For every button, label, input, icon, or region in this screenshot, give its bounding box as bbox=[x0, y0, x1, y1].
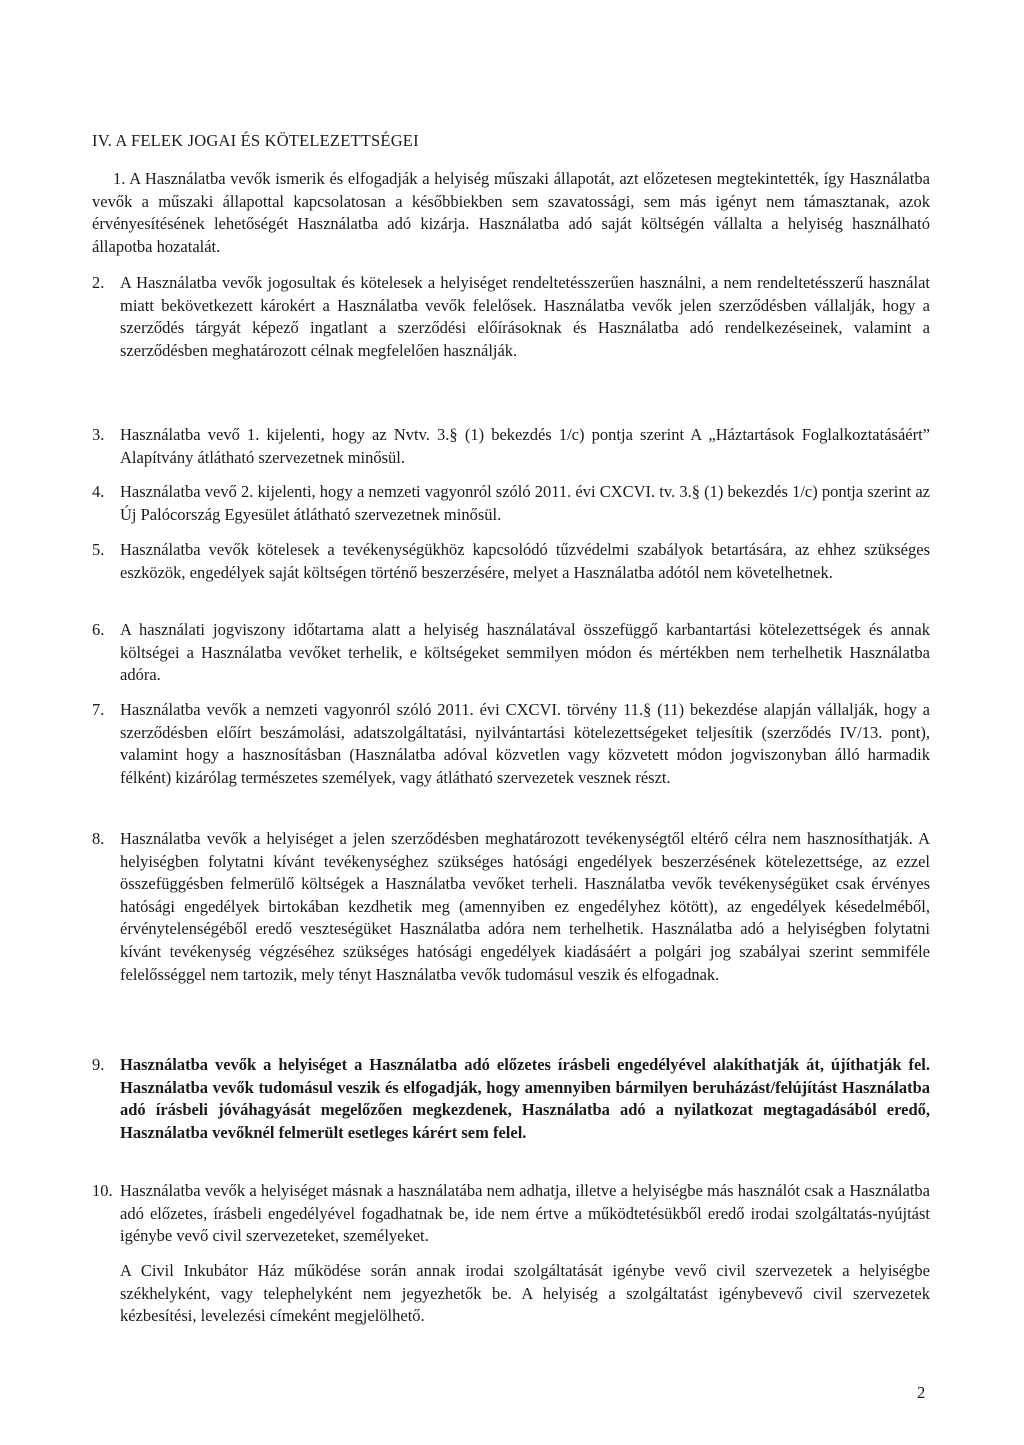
item-text: A Használatba vevők ismerik és elfogadják a helyiség műszaki állapotát, azt előzetesen megtekintették, így Használatba vevők a műszaki állapottal kapcsolatosan a későbbiekben sem szavatossági, sem más igényt nem támasztanak, azok érvényesítésének lehetőségét Használatba adó kizárja. Használatba adó saját költségén vállalta a helyiség használható állapotba hozatalát. bbox=[92, 169, 931, 256]
item-text: A használati jogviszony időtartama alatt a helyiség használatával összefüggő karbantartási kötelezettségek és annak költségei a Használatba vevőket terhelik, e költségeket semmilyen módon és mértékben nem terhelhetik Használatba adóra. bbox=[120, 620, 930, 685]
item-number: 7. bbox=[92, 700, 105, 719]
list-item-8 bbox=[92, 828, 930, 986]
list-item-2 bbox=[92, 272, 930, 362]
list-item-10-continuation bbox=[92, 1260, 930, 1328]
item-text: Használatba vevők kötelesek a tevékenységükhöz kapcsolódó tűzvédelmi szabályok betartására, az ehhez szükséges eszközök, engedélyek saját költségen történő beszerzésére, melyet a Használatba adótól nem követelhetnek. bbox=[120, 540, 930, 582]
list-item-3 bbox=[92, 424, 930, 469]
item-number: 6. bbox=[92, 620, 105, 639]
list-item-6 bbox=[92, 619, 930, 687]
item-number: 9. bbox=[92, 1055, 105, 1074]
section-heading: IV. A FELEK JOGAI ÉS KÖTELEZETTSÉGEI bbox=[92, 131, 419, 150]
page-number: 2 bbox=[917, 1383, 926, 1402]
paragraph-text: A Civil Inkubátor Ház működése során annak irodai szolgáltatását igénybe vevő civil szervezetek a helyiségbe székhelyként, vagy telephelyként nem jegyezhetők be. A helyiség a szolgáltatást igénybevevő civil szervezetek kézbesítési, levelezési címeként megjelölhető. bbox=[120, 1261, 930, 1326]
list-item-5 bbox=[92, 539, 930, 584]
item-number: 10. bbox=[92, 1181, 113, 1200]
item-text: Használatba vevő 1. kijelenti, hogy az Nvtv. 3.§ (1) bekezdés 1/c) pontja szerint A „Háztartások Foglalkoztatásáért” Alapítvány átlátható szervezetnek minősül. bbox=[120, 425, 930, 467]
item-text: Használatba vevők a helyiséget másnak a használatába nem adhatja, illetve a helyiségbe más használót csak a Használatba adó előzetes, írásbeli engedélyével fogadhatnak be, ide nem értve a működtetésükből eredő irodai szolgáltatás-nyújtást igénybe vevő civil szervezeteket, személyeket. bbox=[120, 1181, 930, 1246]
item-number: 8. bbox=[92, 829, 105, 848]
item-text: A Használatba vevők jogosultak és kötelesek a helyiséget rendeltetésszerűen használni, a nem rendeltetésszerű használat miatt bekövetkezett károkért a Használatba vevők felelősek. Használatba vevők jelen szerződésben vállalják, hogy a szerződés tárgyát képező ingatlant a szerződési előírásoknak és Használatba adó rendelkezéseinek, valamint a szerződésben meghatározott célnak megfelelően használják. bbox=[120, 273, 930, 360]
list-item-1 bbox=[92, 168, 930, 258]
item-text: Használatba vevők a helyiséget a Használatba adó előzetes írásbeli engedélyével alakíthatják át, újíthatják fel. Használatba vevők tudomásul veszik és elfogadják, hogy amennyiben bármilyen beruházást/felújítást Használatba adó írásbeli jóváhagyását megelőzően megkezdenek, Használatba adó a nyilatkozat megtagadásából eredő, Használatba vevőknél felmerült esetleges kárért sem felel. bbox=[120, 1055, 930, 1142]
list-item-4 bbox=[92, 481, 930, 526]
item-text: Használatba vevők a nemzeti vagyonról szóló 2011. évi CXCVI. törvény 11.§ (11) bekezdése alapján vállalják, hogy a szerződésben előírt beszámolási, adatszolgáltatási, nyilvántartási kötelezettségeket teljesítik (szerződés IV/13. pont), valamint hogy a hasznosításban (Használatba adóval közvetlen vagy közvetett módon jogviszonyban álló harmadik félként) kizárólag természetes személyek, vagy átlátható szervezetek vesznek részt. bbox=[120, 700, 930, 787]
item-text: Használatba vevő 2. kijelenti, hogy a nemzeti vagyonról szóló 2011. évi CXCVI. tv. 3.§ (1) bekezdés 1/c) pontja szerint az Új Palócország Egyesület átlátható szervezetnek minősül. bbox=[120, 482, 930, 524]
item-number: 1. bbox=[113, 169, 126, 188]
item-number: 4. bbox=[92, 482, 105, 501]
item-number: 3. bbox=[92, 425, 105, 444]
list-item-10 bbox=[92, 1180, 930, 1248]
item-number: 5. bbox=[92, 540, 105, 559]
item-text: Használatba vevők a helyiséget a jelen szerződésben meghatározott tevékenységtől eltérő célra nem hasznosíthatják. A helyiségben folytatni kívánt tevékenységhez szükséges hatósági engedélyek beszerzésének kötelezettsége, az ezzel összefüggésben felmerülő költségek a Használatba vevőket terheli. Használatba vevők tevékenységüket csak érvényes hatósági engedélyek birtokában kezdhetik meg (amennyiben ez engedélyhez kötött), az engedélyek késedelméből, érvénytelenségéből eredő veszteségüket Használatba adóra nem terhelhetik. Használatba adó a helyiségben folytatni kívánt tevékenység végzéséhez szükséges hatósági engedélyek kiadásáért a polgári jog szabályai szerint semmiféle felelősséggel nem tartozik, mely tényt Használatba vevők tudomásul veszik és elfogadnak. bbox=[120, 829, 930, 984]
item-number: 2. bbox=[92, 273, 105, 292]
list-item-9 bbox=[92, 1054, 930, 1144]
list-item-7 bbox=[92, 699, 930, 789]
